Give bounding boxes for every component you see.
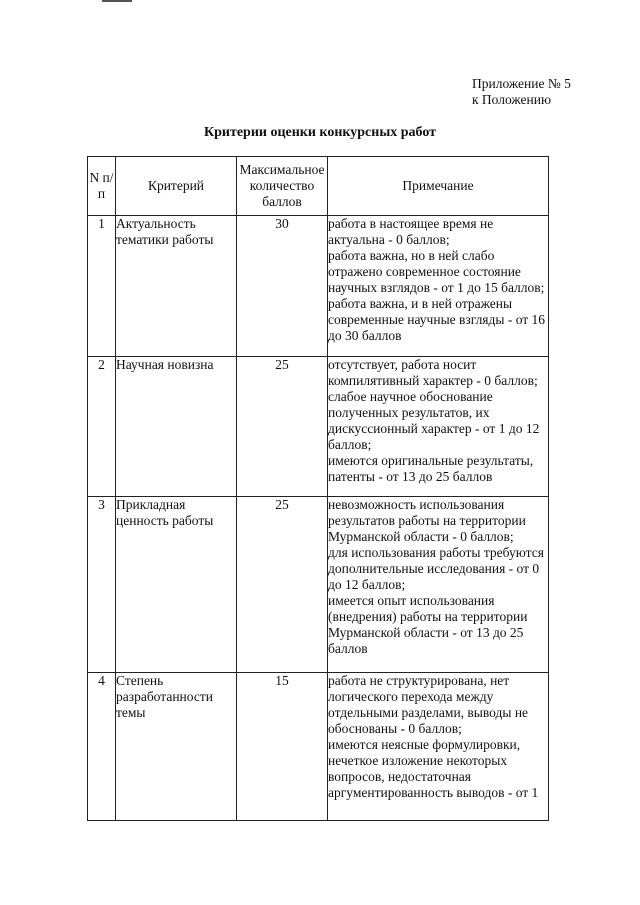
note-line: работа важна, и в ней отражены: [328, 296, 513, 311]
table-row: [88, 357, 549, 497]
note-line: научных взглядов - от 1 до 15 баллов;: [328, 280, 545, 295]
row-max-score: 25: [237, 497, 328, 673]
note-line: полученных результатов, их: [328, 405, 490, 420]
appendix-line-1: Приложение № 5: [472, 76, 571, 91]
table-header-row: [88, 157, 549, 216]
note-line: логического перехода между: [328, 689, 494, 704]
note-line: невозможность использования: [328, 497, 505, 512]
note-line: работа важна, но в ней слабо: [328, 248, 495, 263]
note-line: отсутствует, работа носит: [328, 357, 477, 372]
note-line: имеются неясные формулировки,: [328, 737, 521, 752]
note-line: нечеткое изложение некоторых: [328, 753, 508, 768]
note-line: компилятивный характер - 0 баллов;: [328, 373, 538, 388]
header-max-score: Максимальное количество баллов: [237, 157, 328, 216]
note-line: работа не структурирована, нет: [328, 673, 510, 688]
header-criterion: Критерий: [116, 157, 237, 216]
header-num: N п/п: [88, 157, 116, 216]
note-line: Мурманской области - 0 баллов;: [328, 529, 514, 544]
note-line: дискуссионный характер - от 1 до 12: [328, 421, 540, 436]
note-line: слабое научное обоснование: [328, 389, 493, 404]
note-line: работа в настоящее время не: [328, 216, 494, 231]
row-criterion: Актуальность тематики работы: [116, 216, 237, 357]
note-line: результатов работы на территории: [328, 513, 526, 528]
row-max-score: 25: [237, 357, 328, 497]
note-line: для использования работы требуются: [328, 545, 544, 560]
note-line: патенты - от 13 до 25 баллов: [328, 469, 493, 484]
note-line: аргументированность выводов - от 1: [328, 785, 539, 800]
row-max-score: 15: [237, 673, 328, 821]
note-line: вопросов, недостаточная: [328, 769, 471, 784]
row-num: 1: [88, 216, 116, 357]
table-row: [88, 673, 549, 821]
row-max-score: 30: [237, 216, 328, 357]
row-note: [328, 673, 549, 821]
row-note: [328, 216, 549, 357]
note-line: Мурманской области - от 13 до 25: [328, 625, 524, 640]
note-line: отражено современное состояние: [328, 264, 521, 279]
row-num: 2: [88, 357, 116, 497]
row-criterion: Научная новизна: [116, 357, 237, 497]
row-note: [328, 497, 549, 673]
note-line: обоснованы - 0 баллов;: [328, 721, 462, 736]
appendix-reference: [472, 76, 571, 108]
row-criterion: Прикладная ценность работы: [116, 497, 237, 673]
note-line: дополнительные исследования - от 0: [328, 561, 540, 576]
note-line: до 12 баллов;: [328, 577, 406, 592]
header-note: Примечание: [328, 157, 549, 216]
row-num: 4: [88, 673, 116, 821]
note-line: отдельными разделами, выводы не: [328, 705, 529, 720]
note-line: баллов: [328, 641, 368, 656]
document-title: Критерии оценки конкурсных работ: [203, 125, 437, 140]
note-line: современные научные взгляды - от 16: [328, 312, 546, 327]
table-row: [88, 497, 549, 673]
note-line: баллов;: [328, 437, 372, 452]
note-line: актуальна - 0 баллов;: [328, 232, 450, 247]
note-line: имеется опыт использования: [328, 593, 495, 608]
note-line: до 30 баллов: [328, 328, 402, 343]
note-line: имеются оригинальные результаты,: [328, 453, 534, 468]
row-note: [328, 357, 549, 497]
row-criterion: Степень разработанности темы: [116, 673, 237, 821]
scan-edge-mark: [102, 0, 132, 2]
row-num: 3: [88, 497, 116, 673]
criteria-table: [87, 156, 549, 821]
note-line: (внедрения) работы на территории: [328, 609, 528, 624]
appendix-line-2: к Положению: [472, 92, 552, 107]
table-row: [88, 216, 549, 357]
